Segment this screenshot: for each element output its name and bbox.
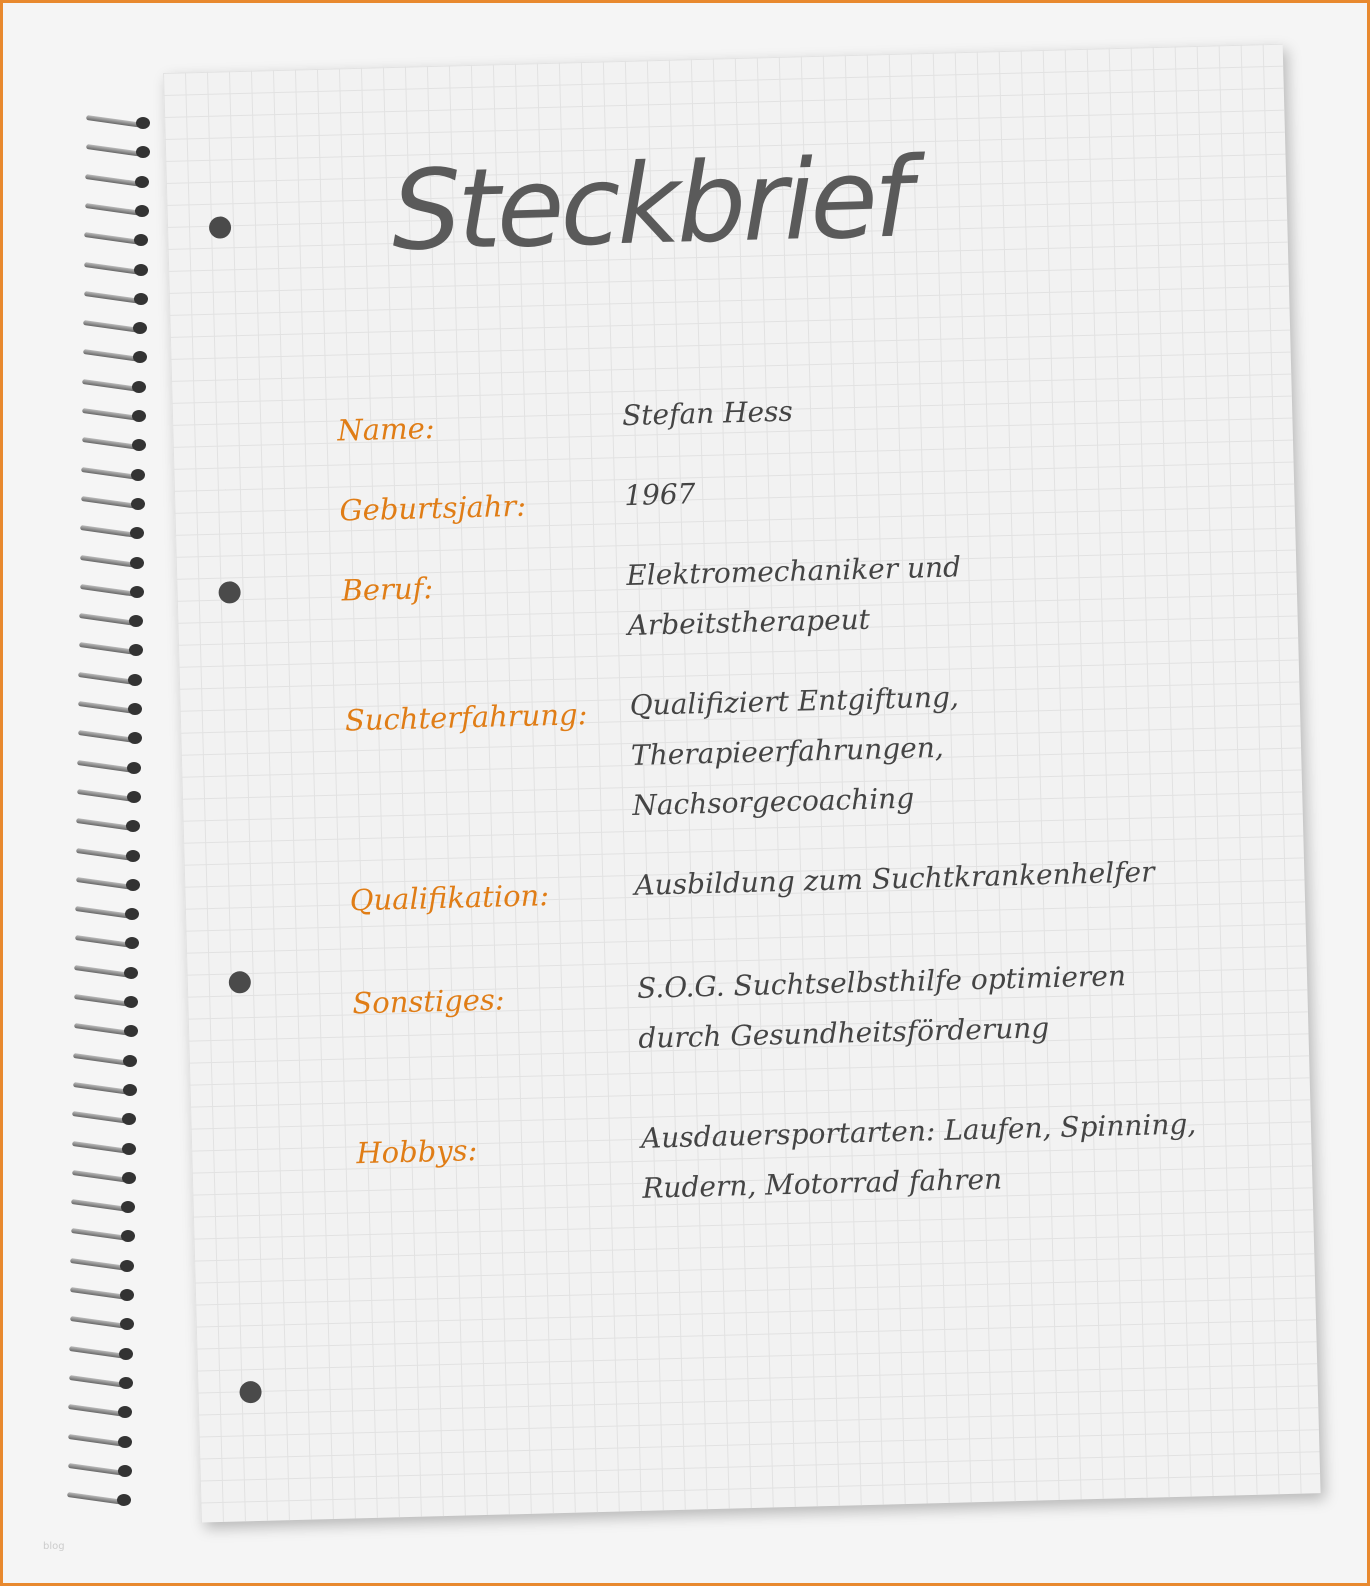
spiral-ring (57, 935, 142, 949)
spiral-ring (60, 672, 145, 686)
spiral-ring (54, 1170, 139, 1184)
spiral-ring (49, 1492, 134, 1506)
label-geburtsjahr: Geburtsjahr: (339, 488, 527, 528)
spiral-ring (58, 818, 143, 832)
spiral-ring (57, 906, 142, 920)
spiral-ring (59, 789, 144, 803)
label-beruf: Beruf: (341, 571, 434, 608)
value-hobbys: Ausdauersportarten: Laufen, Spinning, Rudern, Motorrad fahren (640, 1107, 1197, 1205)
spiral-ring (65, 320, 150, 334)
punch-hole (218, 581, 241, 604)
value-name: Stefan Hess (621, 394, 794, 433)
value-qualifikation: Ausbildung zum Suchtkrankenhelfer (633, 855, 1155, 902)
spiral-ring (50, 1434, 135, 1448)
spiral-ring (53, 1228, 138, 1242)
page-title: Steckbrief (390, 133, 911, 276)
spiral-ring (67, 174, 152, 188)
notebook-page (163, 44, 1321, 1523)
spiral-ring (59, 760, 144, 774)
value-suchterfahrung: Qualifiziert Entgiftung, Therapieerfahrungen, Nachsorgecoaching (629, 680, 960, 822)
value-geburtsjahr: 1967 (623, 477, 696, 513)
spiral-ring (56, 1023, 141, 1037)
spiral-ring (51, 1375, 136, 1389)
spiral-ring (54, 1141, 139, 1155)
spiral-ring (52, 1258, 137, 1272)
spiral-ring (62, 525, 147, 539)
spiral-ring (60, 730, 145, 744)
value-beruf: Elektromechaniker und Arbeitstherapeut (625, 550, 962, 643)
spiral-ring (55, 1082, 140, 1096)
spiral-ring (51, 1346, 136, 1360)
spiral-ring (52, 1316, 137, 1330)
spiral-ring (50, 1404, 135, 1418)
spiral-ring (64, 379, 149, 393)
spiral-ring (52, 1287, 137, 1301)
spiral-ring (62, 555, 147, 569)
spiral-ring (63, 467, 148, 481)
spiral-ring (55, 1053, 140, 1067)
spiral-ring (56, 965, 141, 979)
spiral-ring (58, 848, 143, 862)
spiral-ring (67, 203, 152, 217)
spiral-ring (66, 232, 151, 246)
spiral-ring (61, 642, 146, 656)
punch-hole (229, 971, 252, 994)
spiral-binding (58, 103, 158, 1523)
punch-hole (209, 216, 232, 239)
spiral-ring (54, 1111, 139, 1125)
spiral-ring (64, 437, 149, 451)
spiral-ring (68, 115, 153, 129)
spiral-ring (66, 262, 151, 276)
label-qualifikation: Qualifikation: (349, 878, 550, 918)
value-sonstiges: S.O.G. Suchtselbsthilfe optimieren durch Gesundheitsförderung (636, 959, 1127, 1055)
spiral-ring (63, 496, 148, 510)
spiral-ring (66, 291, 151, 305)
spiral-ring (62, 584, 147, 598)
spiral-ring (56, 994, 141, 1008)
spiral-ring (60, 701, 145, 715)
punch-hole (239, 1381, 262, 1404)
label-hobbys: Hobbys: (355, 1133, 478, 1171)
spiral-ring (64, 408, 149, 422)
spiral-ring (68, 144, 153, 158)
spiral-ring (58, 877, 143, 891)
watermark: blog (43, 1541, 65, 1552)
spiral-ring (61, 613, 146, 627)
spiral-ring (50, 1463, 135, 1477)
spiral-ring (53, 1199, 138, 1213)
label-suchterfahrung: Suchterfahrung: (344, 697, 588, 738)
label-name: Name: (336, 411, 435, 448)
spiral-ring (65, 349, 150, 363)
label-sonstiges: Sonstiges: (351, 982, 506, 1021)
